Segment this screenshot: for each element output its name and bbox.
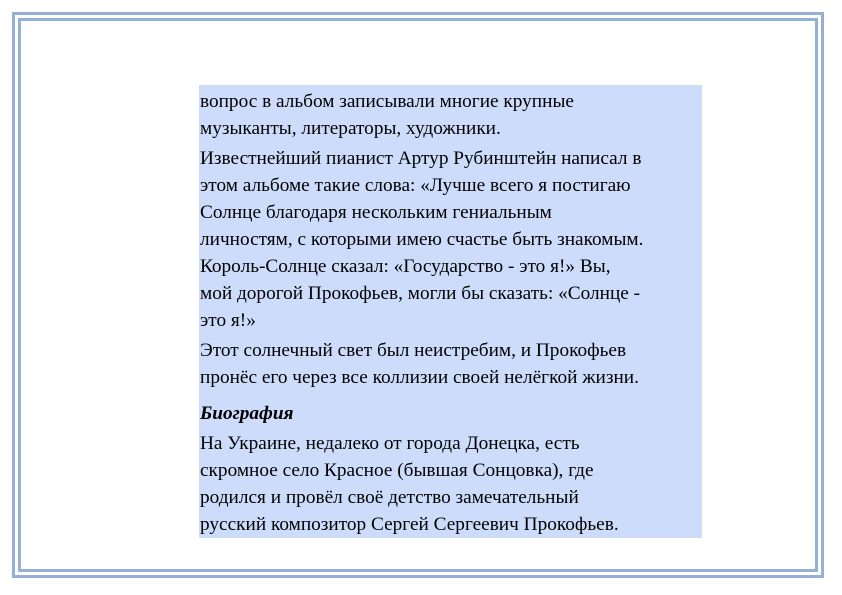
text-line: Король-Солнце сказал: «Государство - это я!» Вы, bbox=[200, 256, 611, 277]
text-line: Известнейший пианист Артур Рубинштейн написал в bbox=[200, 148, 642, 169]
text-line: вопрос в альбом записывали многие крупные bbox=[200, 91, 574, 112]
text-line: мой дорогой Прокофьев, могли бы сказать: «Солнце - bbox=[200, 283, 641, 304]
paragraph-album-intro bbox=[200, 88, 702, 142]
text-line: скромное село Красное (бывшая Сонцовка), где bbox=[200, 460, 594, 481]
text-line: Солнце благодаря нескольким гениальным bbox=[200, 202, 552, 223]
text-line: музыканты, литераторы, художники. bbox=[200, 118, 501, 139]
paragraph-rubinstein-quote bbox=[200, 145, 702, 334]
text-line: русский композитор Сергей Сергеевич Прокофьев. bbox=[200, 514, 619, 535]
text-line: это я!» bbox=[200, 310, 256, 331]
paragraph-sunlight bbox=[200, 337, 702, 391]
paragraph-biography bbox=[200, 430, 702, 538]
text-line: Этот солнечный свет был неистребим, и Прокофьев bbox=[200, 340, 627, 361]
text-line: этом альбоме такие слова: «Лучше всего я постигаю bbox=[200, 175, 631, 196]
section-heading-biography: Биография bbox=[200, 403, 294, 424]
text-box bbox=[199, 85, 702, 538]
text-line: На Украине, недалеко от города Донецка, есть bbox=[200, 433, 580, 454]
text-line: родился и провёл своё детство замечательный bbox=[200, 487, 579, 508]
text-line: личностям, с которыми имею счастье быть знакомым. bbox=[200, 229, 644, 250]
text-line: пронёс его через все коллизии своей нелёгкой жизни. bbox=[200, 367, 639, 388]
